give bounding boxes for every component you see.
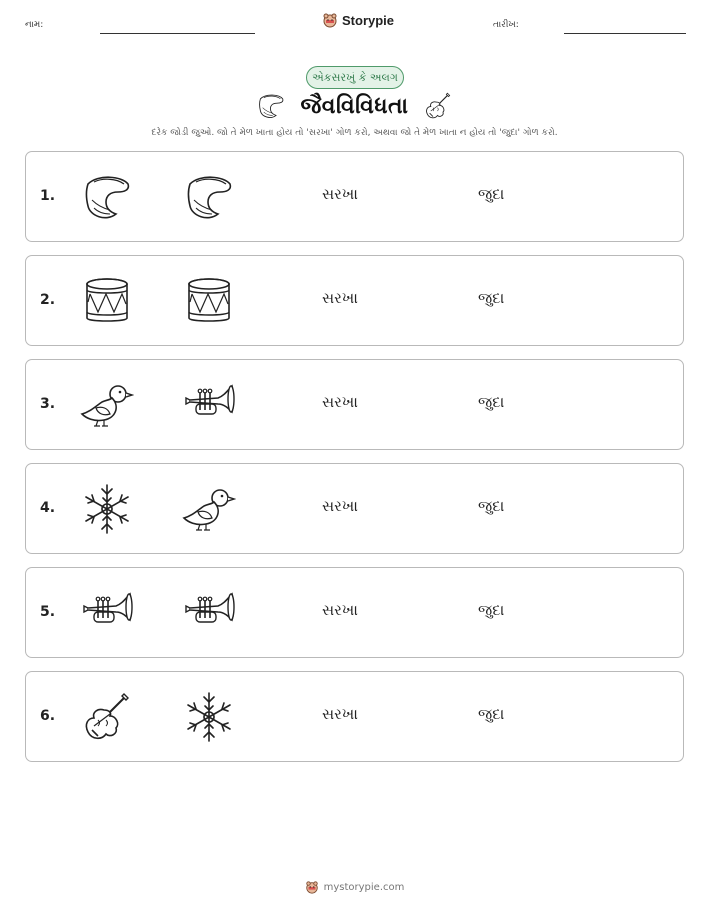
date-line[interactable] (564, 33, 686, 34)
option-different[interactable]: જુદા (478, 185, 505, 203)
snowflake-icon (182, 690, 236, 744)
toucan-beak-icon (256, 91, 286, 121)
toucan-beak-icon (182, 170, 236, 224)
option-different[interactable]: જુદા (478, 393, 505, 411)
exercise-row (25, 359, 684, 450)
instructions: દરેક જોડી જુઓ. જો તે મેળ ખાતા હોય તો 'સરખા' ગોળ કરો, અથવા જો તે મેળ ખાતા ન હોય તો 'જુદા' ગોળ કરો. (151, 128, 558, 138)
storypie-logo-icon (305, 880, 319, 894)
trumpet-icon (80, 586, 134, 640)
page-title: જૈવવિવિધતા (300, 93, 409, 119)
option-same[interactable]: સરખા (322, 185, 358, 203)
trumpet-icon (182, 378, 236, 432)
bird-icon (182, 482, 236, 536)
row-number: 6. (40, 708, 56, 724)
option-different[interactable]: જુદા (478, 705, 505, 723)
name-label: નામ: (25, 20, 44, 30)
brand-logo (322, 12, 394, 28)
option-same[interactable]: સરખા (322, 601, 358, 619)
row-number: 1. (40, 188, 56, 204)
brand-name: Storypie (342, 12, 395, 28)
trumpet-icon (182, 586, 236, 640)
exercise-row (25, 255, 684, 346)
footer-url: mystorypie.com (323, 881, 405, 893)
bird-icon (80, 378, 134, 432)
option-same[interactable]: સરખા (322, 497, 358, 515)
name-line[interactable] (100, 33, 255, 34)
storypie-logo-icon (322, 12, 338, 28)
option-same[interactable]: સરખા (322, 393, 358, 411)
row-number: 2. (40, 292, 56, 308)
title-row (0, 88, 709, 124)
snowflake-icon (80, 482, 134, 536)
exercise-row (25, 151, 684, 242)
exercise-row (25, 463, 684, 554)
violin-icon (80, 690, 134, 744)
footer (0, 880, 709, 894)
worksheet-type-badge: એકસરખું કે અલગ (306, 66, 404, 89)
row-number: 3. (40, 396, 56, 412)
drum-icon (80, 274, 134, 328)
toucan-beak-icon (80, 170, 134, 224)
option-same[interactable]: સરખા (322, 289, 358, 307)
option-different[interactable]: જુદા (478, 601, 505, 619)
row-number: 5. (40, 604, 56, 620)
violin-icon (423, 91, 453, 121)
date-label: તારીખ: (493, 20, 519, 30)
option-different[interactable]: જુદા (478, 497, 505, 515)
exercise-row (25, 567, 684, 658)
exercise-row (25, 671, 684, 762)
option-different[interactable]: જુદા (478, 289, 505, 307)
drum-icon (182, 274, 236, 328)
row-number: 4. (40, 500, 56, 516)
option-same[interactable]: સરખા (322, 705, 358, 723)
